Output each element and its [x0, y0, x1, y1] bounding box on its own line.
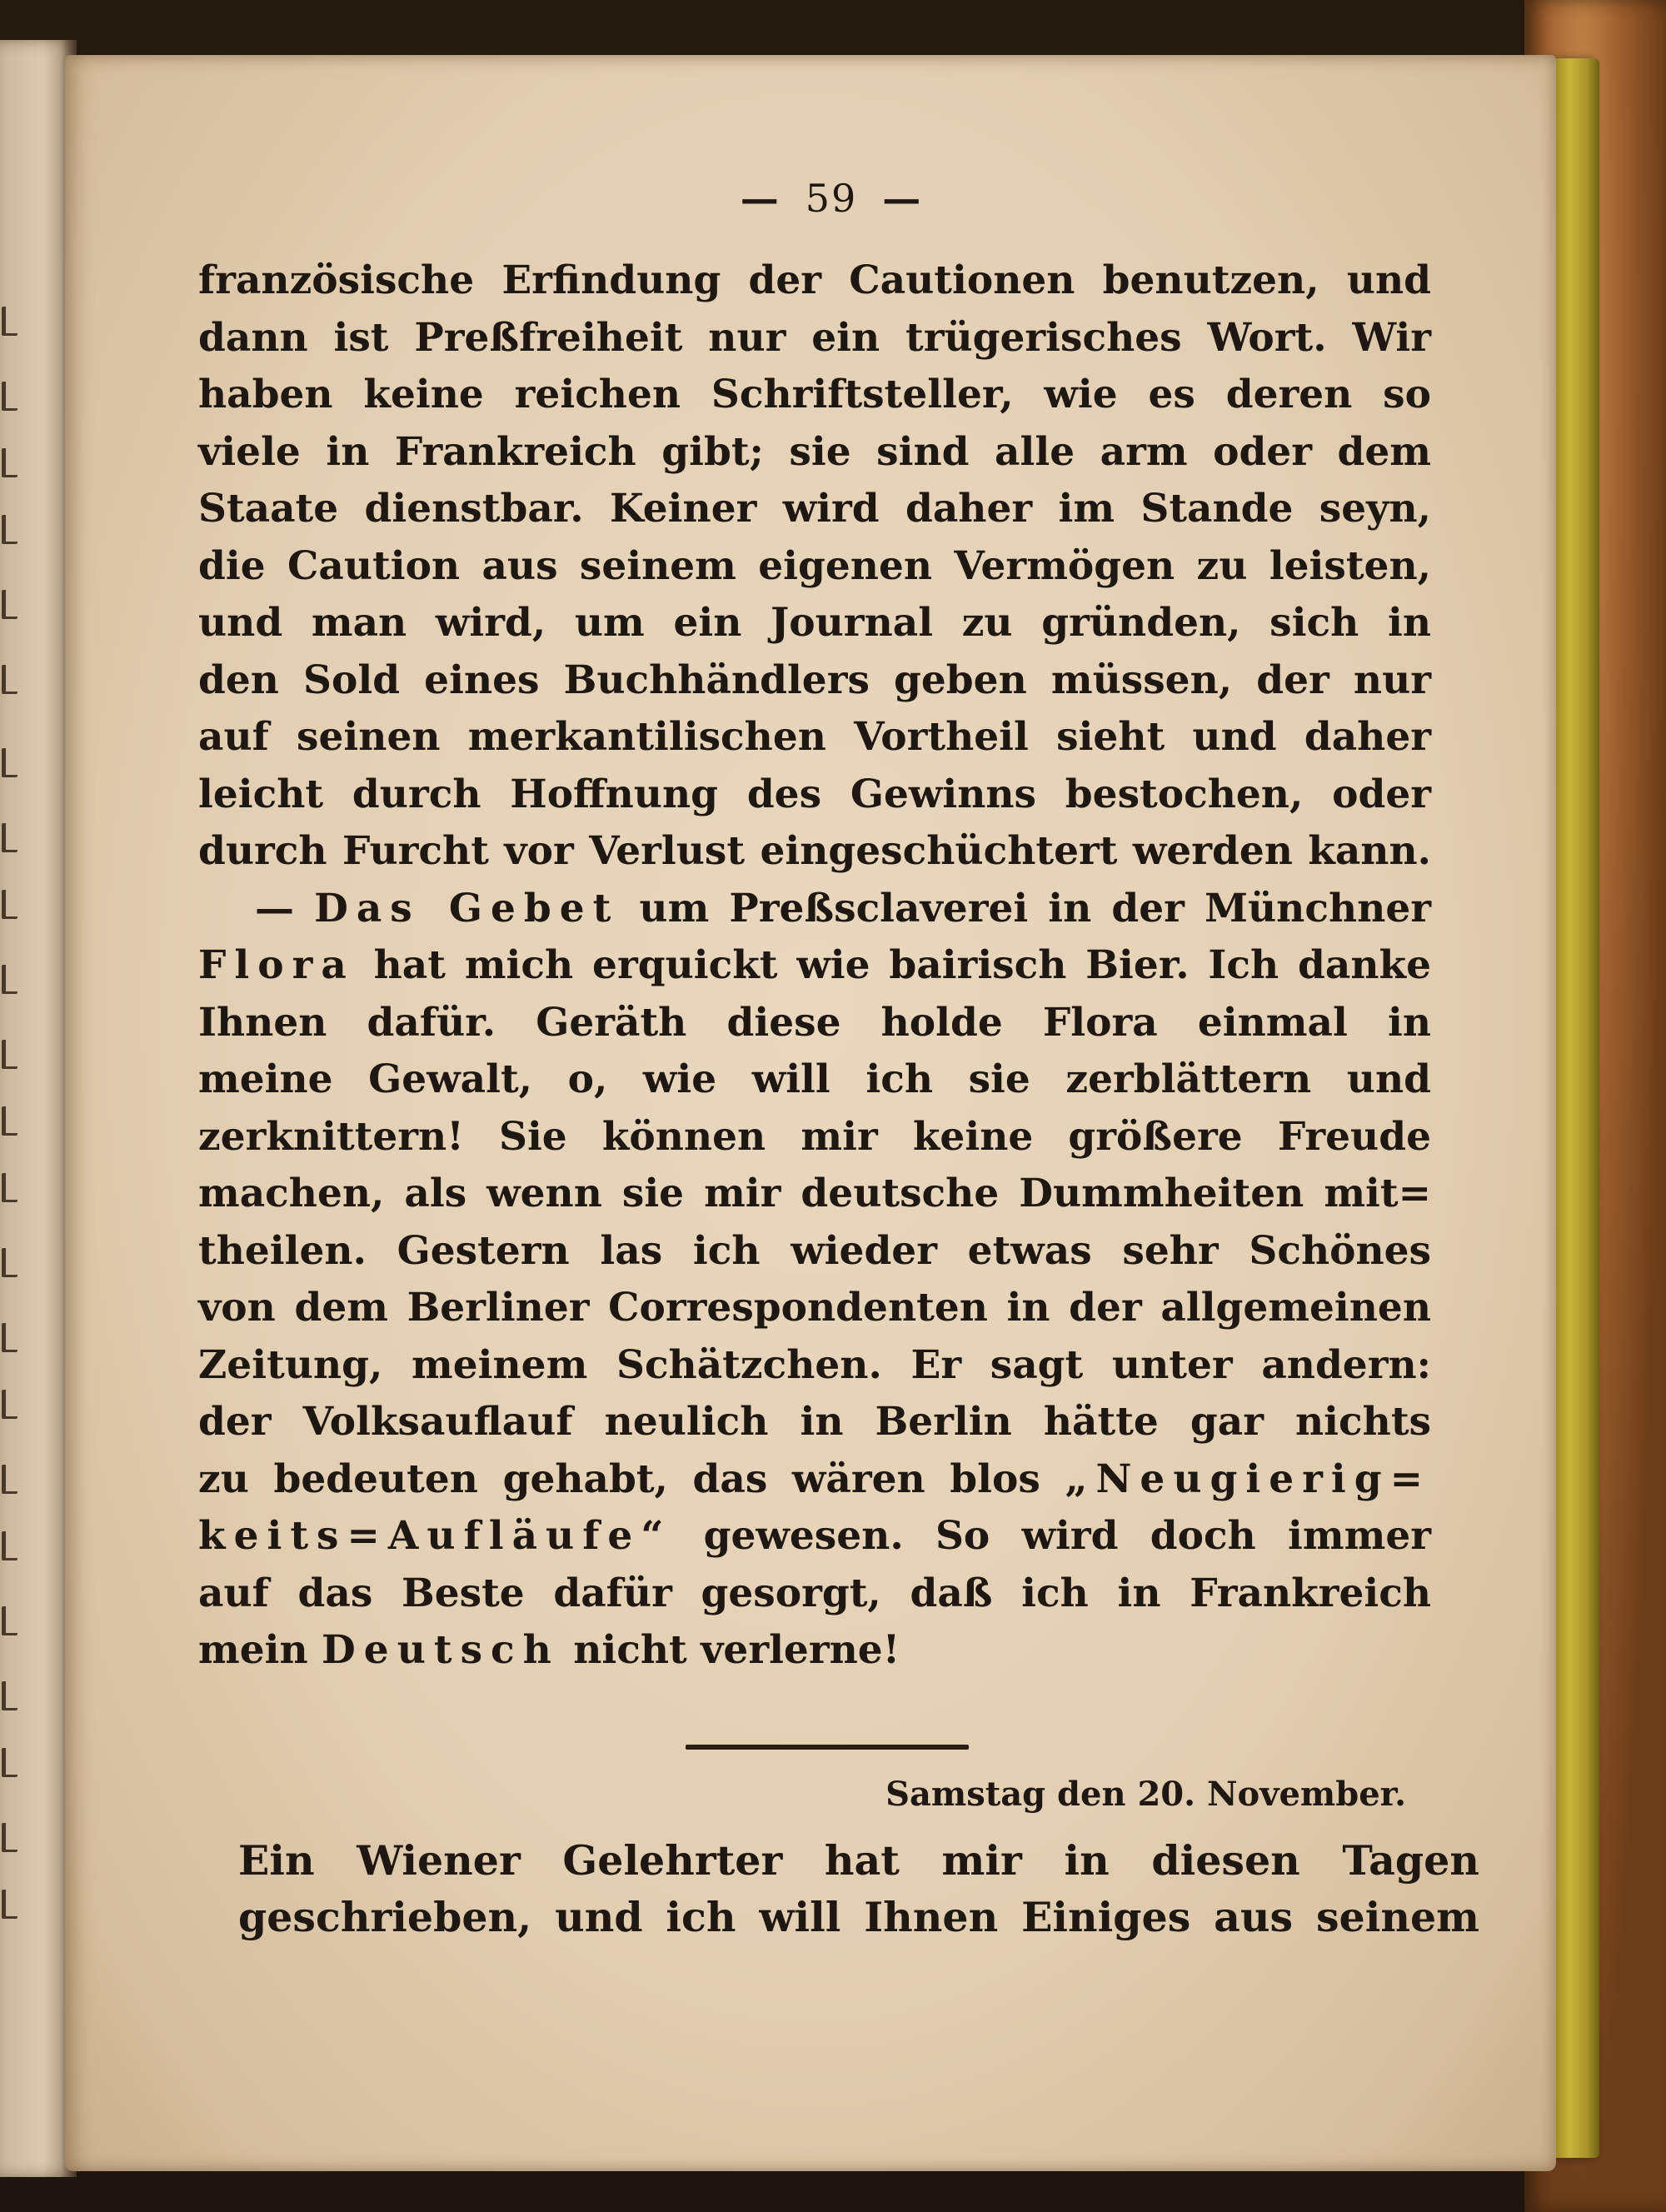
- text-line: dann ist Preßfreiheit nur ein trügerisches Wort. Wir: [198, 314, 1431, 361]
- text-line: durch Furcht vor Verlust eingeschüchtert werden kann.: [198, 828, 1431, 874]
- spaced-emphasis: Deutsch: [322, 1627, 560, 1673]
- spaced-emphasis: keits=Aufläufe“: [198, 1513, 672, 1559]
- text-line: Staate dienstbar. Keiner wird daher im Stande seyn,: [198, 486, 1431, 532]
- text-line: Ihnen dafür. Geräth diese holde Flora einmal in: [198, 999, 1431, 1046]
- spaced-emphasis: Flora: [198, 942, 355, 988]
- text-line: auf das Beste dafür gesorgt, daß ich in Frankreich: [198, 1570, 1431, 1616]
- em-dash: —: [255, 885, 294, 931]
- edge-glyph: [2, 965, 17, 994]
- page-text-block: [198, 176, 1479, 1945]
- edge-glyph: [2, 748, 17, 777]
- paragraph-1: [198, 252, 1431, 881]
- text-line: die Caution aus seinem eigenen Vermögen zu leisten,: [198, 542, 1431, 589]
- edge-glyph: [2, 1173, 17, 1202]
- text-line: haben keine reichen Schriftsteller, wie es deren so: [198, 372, 1431, 417]
- dateline: Samstag den 20. November.: [885, 1774, 1406, 1814]
- gilt-page-edge: [1549, 58, 1599, 2158]
- text-line: den Sold eines Buchhändlers geben müssen, der nur: [198, 657, 1431, 703]
- edge-glyph: [2, 823, 17, 852]
- text-line: meine Gewalt, o, wie will ich sie zerblättern und: [198, 1056, 1431, 1102]
- paragraph-3: [238, 1832, 1479, 1945]
- text-line: von dem Berliner Correspondenten in der allgemeinen: [198, 1285, 1431, 1331]
- paragraph-2: [198, 881, 1431, 1680]
- edge-glyph: [2, 1040, 17, 1069]
- edge-glyph: [2, 307, 17, 336]
- text-line: französische Erfindung der Cautionen benutzen, und: [198, 257, 1431, 303]
- edge-glyph: [2, 448, 17, 477]
- edge-glyph: [2, 665, 17, 694]
- edge-glyph: [2, 1606, 17, 1635]
- left-page-text-fragments: [0, 290, 20, 2040]
- edge-glyph: [2, 382, 17, 411]
- book-page: [65, 55, 1556, 2171]
- text-line: theilen. Gestern las ich wieder etwas sehr Schönes: [198, 1227, 1431, 1274]
- edge-glyph: [2, 515, 17, 544]
- edge-glyph: [2, 1323, 17, 1352]
- section-divider: [686, 1745, 969, 1750]
- text-line: zerknittern! Sie können mir keine größere Freude: [198, 1113, 1431, 1160]
- text-line: Ein Wiener Gelehrter hat mir in diesen Tagen: [238, 1835, 1479, 1885]
- text-line: zu bedeuten gehabt, das wären blos „Neugierig=: [198, 1456, 1431, 1502]
- text-line: leicht durch Hoffnung des Gewinns bestochen, oder: [198, 771, 1431, 817]
- edge-glyph: [2, 1531, 17, 1560]
- text-line: auf seinen merkantilischen Vortheil sieht und daher: [198, 714, 1431, 760]
- text-line: machen, als wenn sie mir deutsche Dummheiten mit=: [198, 1171, 1431, 1216]
- edge-glyph: [2, 1248, 17, 1277]
- edge-glyph: [2, 890, 17, 919]
- text-line: und man wird, um ein Journal zu gründen, sich in: [198, 600, 1431, 646]
- text-line: geschrieben, und ich will Ihnen Einiges aus seinem: [238, 1892, 1479, 1941]
- text-line: mein Deutsch nicht verlerne!: [198, 1627, 900, 1673]
- edge-glyph: [2, 1748, 17, 1777]
- edge-glyph: [2, 1890, 17, 1919]
- text-line: der Volksauflauf neulich in Berlin hätte gar nichts: [198, 1399, 1431, 1445]
- text-line: Flora hat mich erquickt wie bairisch Bier. Ich danke: [198, 942, 1431, 988]
- text-line: keits=Aufläufe“ gewesen. So wird doch immer: [198, 1513, 1431, 1559]
- text-line: Zeitung, meinem Schätzchen. Er sagt unter andern:: [198, 1341, 1431, 1388]
- edge-glyph: [2, 1823, 17, 1852]
- page-number: — 59 —: [740, 176, 923, 221]
- text-line: — Das Gebet um Preßsclaverei in der Münchner: [255, 885, 1431, 931]
- edge-glyph: [2, 590, 17, 619]
- edge-glyph: [2, 1106, 17, 1136]
- spaced-emphasis: „Neugierig=: [1065, 1456, 1431, 1502]
- edge-glyph: [2, 1390, 17, 1419]
- text-line: viele in Frankreich gibt; sie sind alle arm oder dem: [198, 428, 1431, 475]
- spaced-emphasis: Das Gebet: [314, 885, 620, 931]
- edge-glyph: [2, 1465, 17, 1494]
- page-number-value: 59: [805, 176, 858, 221]
- edge-glyph: [2, 1681, 17, 1710]
